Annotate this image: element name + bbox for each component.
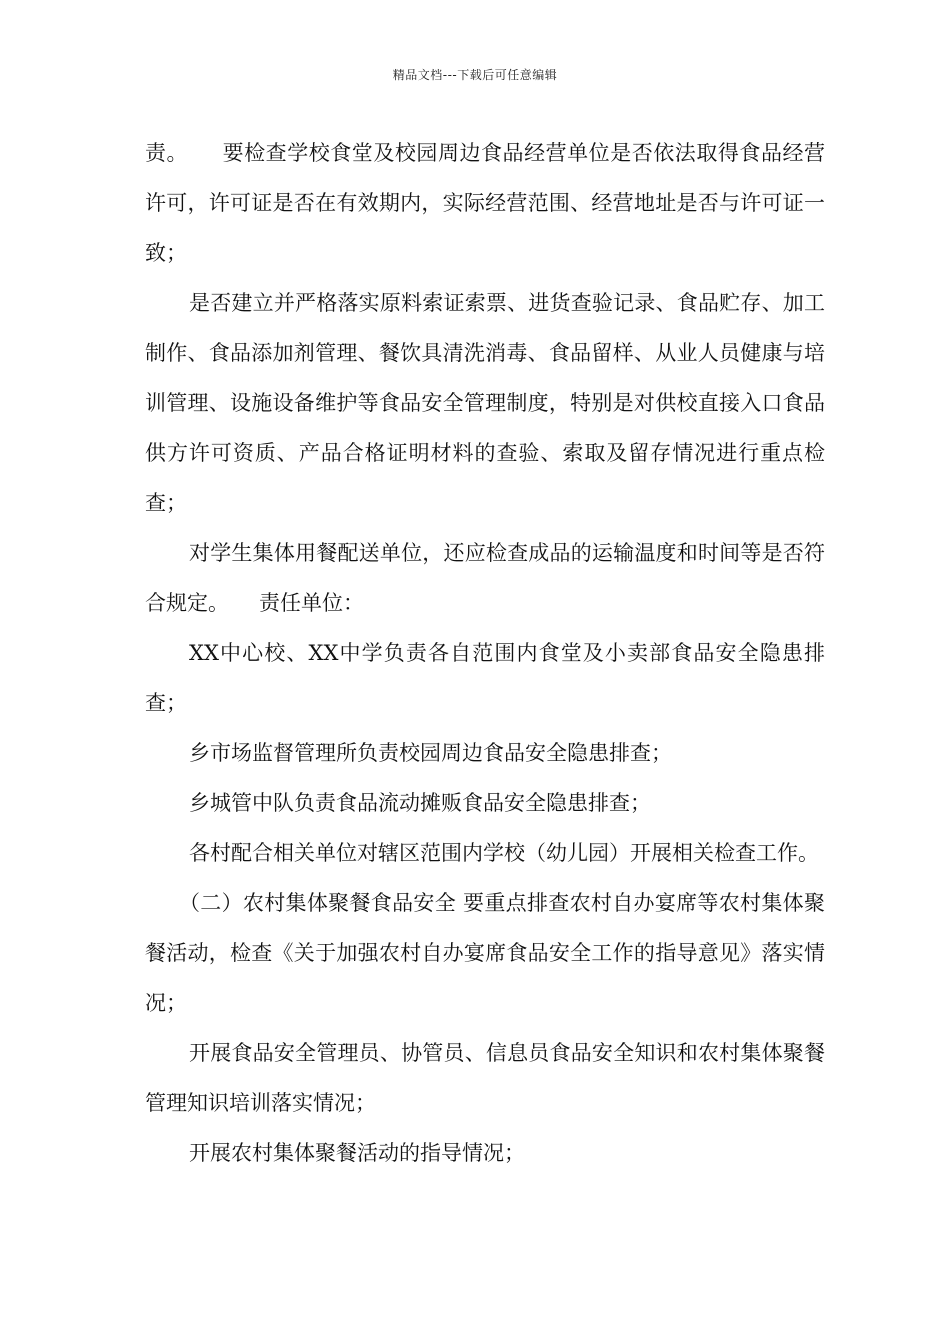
paragraph-3-tail: 责任单位： [259,591,364,615]
paragraph-10: 开展农村集体聚餐活动的指导情况； [189,1141,525,1165]
paragraph-3-body: 对学生集体用餐配送单位，还应检查成品的运输温度和时间等是否符合规定。 [145,541,825,615]
paragraph-6: 乡城管中队负责食品流动摊贩食品安全隐患排查； [189,791,651,815]
paragraph-4: XX中心校、XX中学负责各自范围内食堂及小卖部食品安全隐患排查； [145,641,825,715]
paragraph-3 [145,528,825,628]
paragraph-1-body: 要检查学校食堂及校园周边食品经营单位是否依法取得食品经营许可，许可证是否在有效期内，实际经营范围、经营地址是否与许可证一致； [145,141,826,265]
paragraph-8: （二）农村集体聚餐食品安全 要重点排查农村自办宴席等农村集体聚餐活动，检查《关于加强农村自办宴席食品安全工作的指导意见》落实情况； [145,891,825,1015]
paragraph-1-lead: 责。 [145,141,189,165]
paragraph-1 [145,128,825,278]
paragraph-7: 各村配合相关单位对辖区范围内学校（幼儿园）开展相关检查工作。 [189,841,819,865]
paragraph-9: 开展食品安全管理员、协管员、信息员食品安全知识和农村集体聚餐管理知识培训落实情况； [145,1041,825,1115]
paragraph-5: 乡市场监督管理所负责校园周边食品安全隐患排查； [189,741,672,765]
paragraph-2: 是否建立并严格落实原料索证索票、进货查验记录、食品贮存、加工制作、食品添加剂管理、餐饮具清洗消毒、食品留样、从业人员健康与培训管理、设施设备维护等食品安全管理制度，特别是对供校直接入口食品供方许可资质、产品合格证明材料的查验、索取及留存情况进行重点检查； [145,291,825,515]
document-body [145,128,825,1178]
page-header: 精品文档---下载后可任意编辑 [392,68,558,82]
